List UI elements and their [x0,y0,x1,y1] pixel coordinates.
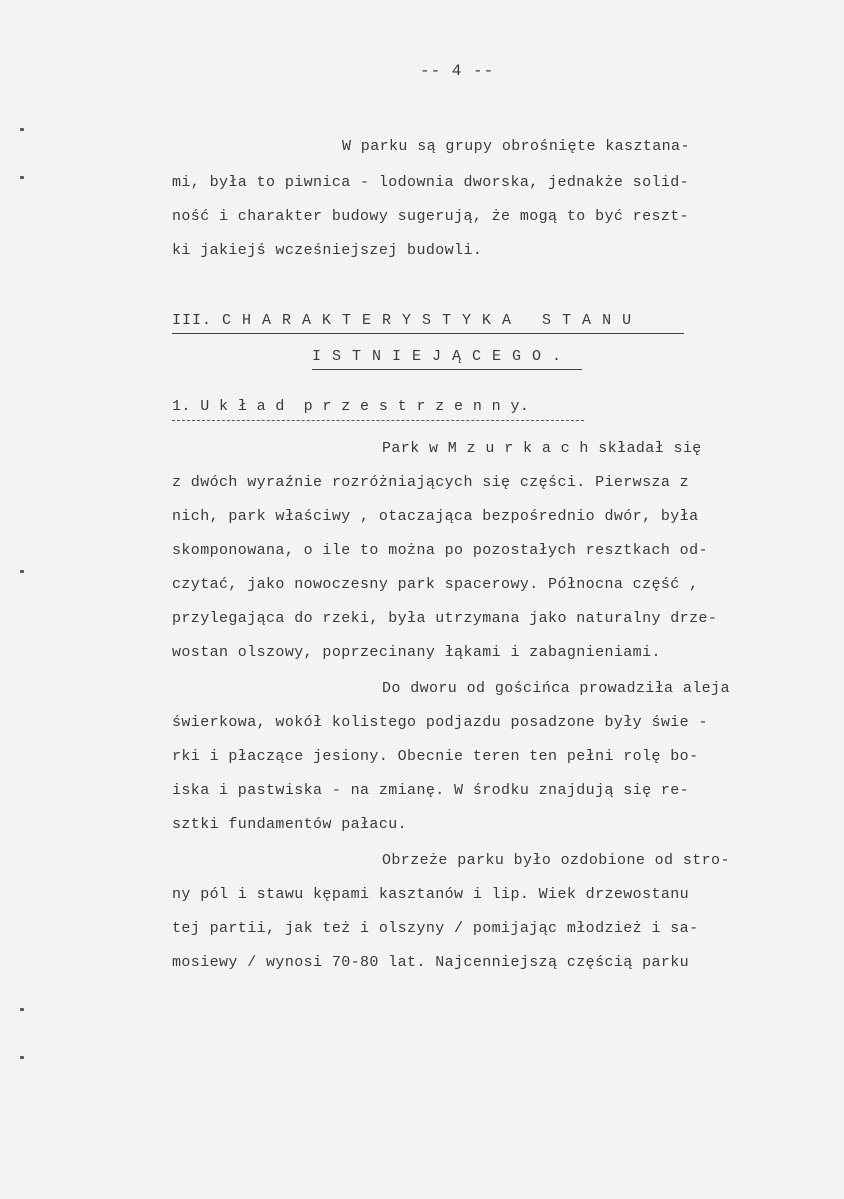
paragraph-1-line: mi, była to piwnica - lodownia dworska, jednakże solid- [172,174,690,191]
paragraph-4-line: Obrzeże parku było ozdobione od stro- [382,852,730,869]
paragraph-1-line: ki jakiejś wcześniejszej budowli. [172,242,483,259]
paragraph-3-line: rki i płaczące jesiony. Obecnie teren ten pełni rolę bo- [172,748,699,765]
paragraph-2-line: wostan olszowy, poprzecinany łąkami i zabagnieniami. [172,644,661,661]
paragraph-3-line: Do dworu od gościńca prowadziła aleja [382,680,730,697]
paragraph-3-line: świerkowa, wokół kolistego podjazdu posadzone były świe - [172,714,708,731]
paragraph-2-line: skomponowana, o ile to można po pozostałych resztkach od- [172,542,708,559]
page-number: -- 4 -- [420,62,495,80]
paragraph-2-line: nich, park właściwy , otaczająca bezpośrednio dwór, była [172,508,699,525]
paragraph-4-line: ny pól i stawu kępami kasztanów i lip. Wiek drzewostanu [172,886,690,903]
paragraph-3-line: iska i pastwiska - na zmianę. W środku znajdują się re- [172,782,690,799]
section-heading-line-1: III. C H A R A K T E R Y S T Y K A S T A N U [172,312,633,329]
margin-mark [20,128,24,131]
paragraph-2-line: czytać, jako nowoczesny park spacerowy. Północna część , [172,576,699,593]
paragraph-2-line: z dwóch wyraźnie rozróżniających się części. Pierwsza z [172,474,690,491]
paragraph-4-line: tej partii, jak też i olszyny / pomijając młodzież i sa- [172,920,699,937]
margin-mark [20,1056,24,1059]
paragraph-1-line: ność i charakter budowy sugerują, że mogą to być reszt- [172,208,690,225]
section-heading-underline-2 [312,369,582,370]
margin-mark [20,570,24,573]
section-heading-underline-1 [172,333,684,334]
margin-mark [20,176,24,179]
paragraph-3-line: sztki fundamentów pałacu. [172,816,408,833]
paragraph-2-line: przylegająca do rzeki, była utrzymana jako naturalny drze- [172,610,718,627]
subsection-heading-underline [172,420,584,421]
paragraph-4-line: mosiewy / wynosi 70-80 lat. Najcenniejszą częścią parku [172,954,690,971]
paragraph-2-line: Park w M z u r k a c h składał się [382,440,702,457]
subsection-heading: 1. U k ł a d p r z e s t r z e n n y. [172,398,530,415]
section-heading-line-2: I S T N I E J Ą C E G O . [312,348,563,365]
paragraph-1-line: W parku są grupy obrośnięte kasztana- [342,138,690,155]
margin-mark [20,1008,24,1011]
